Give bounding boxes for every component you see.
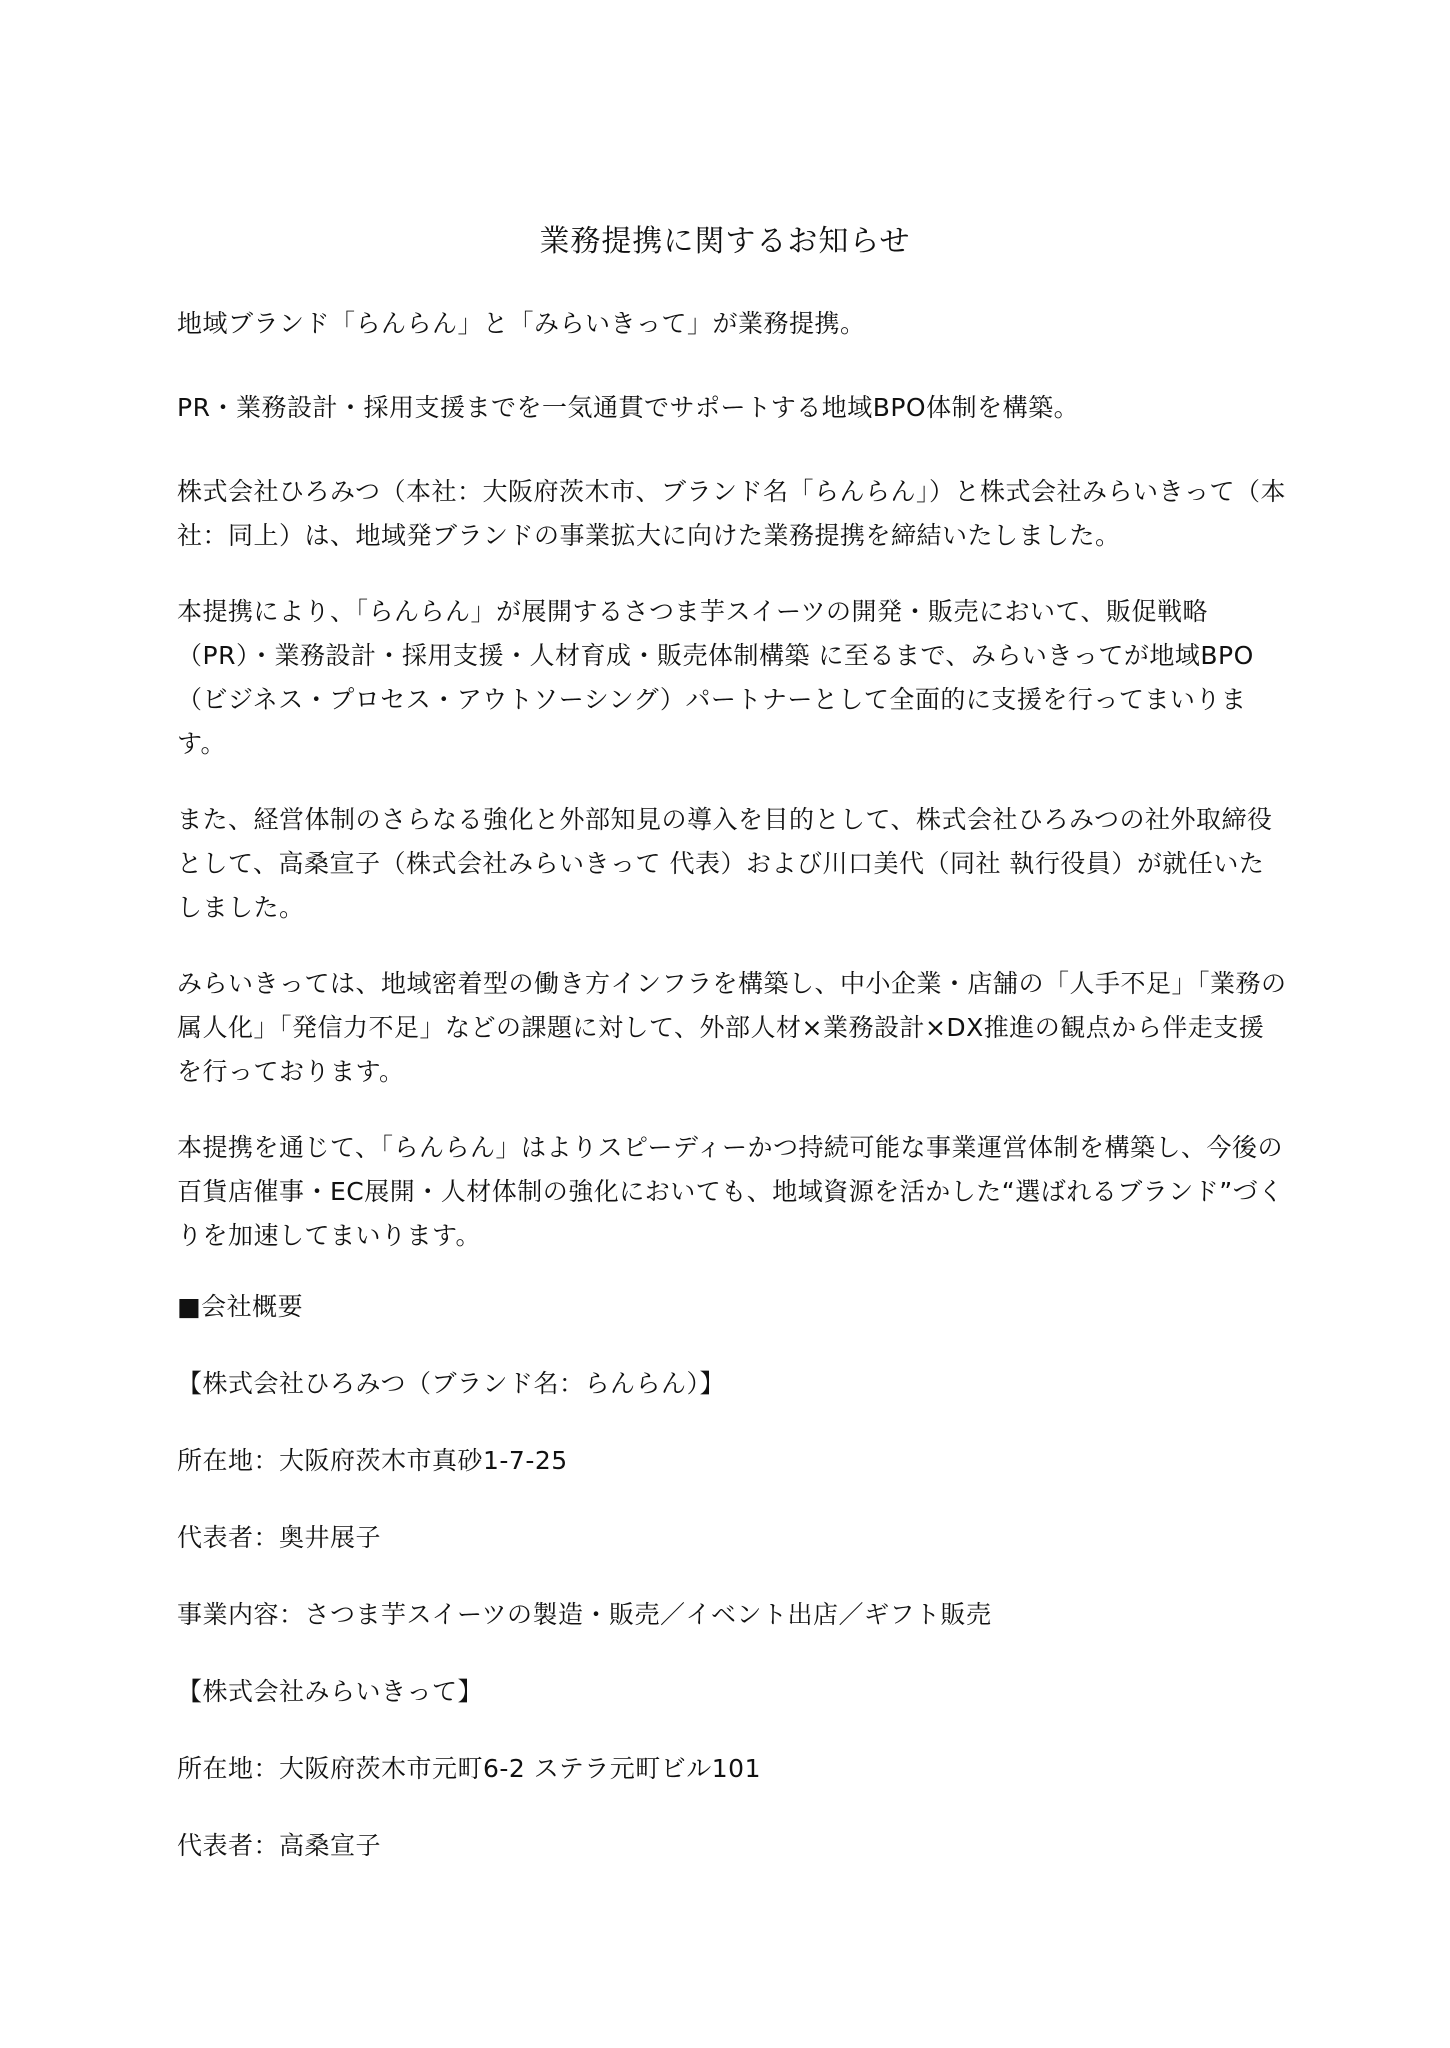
director-appointment-paragraph: また、経営体制のさらなる強化と外部知見の導入を目的として、株式会社ひろみつの社外取締役として、高桑宣子（株式会社みらいきって 代表）および川口美代（同社 執行役員）が就任いたしました。 xyxy=(177,805,1273,922)
document-body xyxy=(177,302,1287,1906)
company2-representative: 代表者：高桑宣子 xyxy=(177,1831,382,1860)
company-profile-paragraph: みらいきっては、地域密着型の働き方インフラを構築し、中小企業・店舗の「人手不足」「業務の属人化」「発信力不足」などの課題に対して、外部人材×業務設計×DX推進の観点から伴走支援を行っております。 xyxy=(177,969,1287,1086)
subheadline-paragraph: PR・業務設計・採用支援までを一気通貫でサポートする地域BPO体制を構築。 xyxy=(177,393,1080,422)
announcement-paragraph: 株式会社ひろみつ（本社：大阪府茨木市、ブランド名「らんらん」）と株式会社みらいきって（本社：同上）は、地域発ブランドの事業拡大に向けた業務提携を締結いたしました。 xyxy=(177,477,1287,550)
company1-business: 事業内容：さつま芋スイーツの製造・販売／イベント出店／ギフト販売 xyxy=(177,1600,992,1629)
partnership-detail-paragraph: 本提携により、「らんらん」が展開するさつま芋スイーツの開発・販売において、販促戦略（PR）・業務設計・採用支援・人材育成・販売体制構築 に至るまで、みらいきってが地域BPO（ビジネス・プロセス・アウトソーシング）パートナーとして全面的に支援を行ってまいります。 xyxy=(177,597,1254,758)
company1-representative: 代表者：奥井展子 xyxy=(177,1523,382,1552)
future-outlook-paragraph: 本提携を通じて、「らんらん」はよりスピーディーかつ持続可能な事業運営体制を構築し、今後の百貨店催事・EC展開・人材体制の強化においても、地域資源を活かした“選ばれるブランド”づくりを加速してまいります。 xyxy=(177,1133,1284,1250)
company-overview-heading: ■会社概要 xyxy=(177,1292,304,1321)
headline-paragraph: 地域ブランド「らんらん」と「みらいきって」が業務提携。 xyxy=(177,309,866,338)
company2-name: 【株式会社みらいきって】 xyxy=(177,1677,484,1706)
company2-address: 所在地：大阪府茨木市元町6-2 ステラ元町ビル101 xyxy=(177,1754,761,1783)
company1-address: 所在地：大阪府茨木市真砂1-7-25 xyxy=(177,1446,568,1475)
document-title: 業務提携に関するお知らせ xyxy=(539,224,911,259)
company1-name: 【株式会社ひろみつ（ブランド名：らんらん）】 xyxy=(177,1369,726,1398)
